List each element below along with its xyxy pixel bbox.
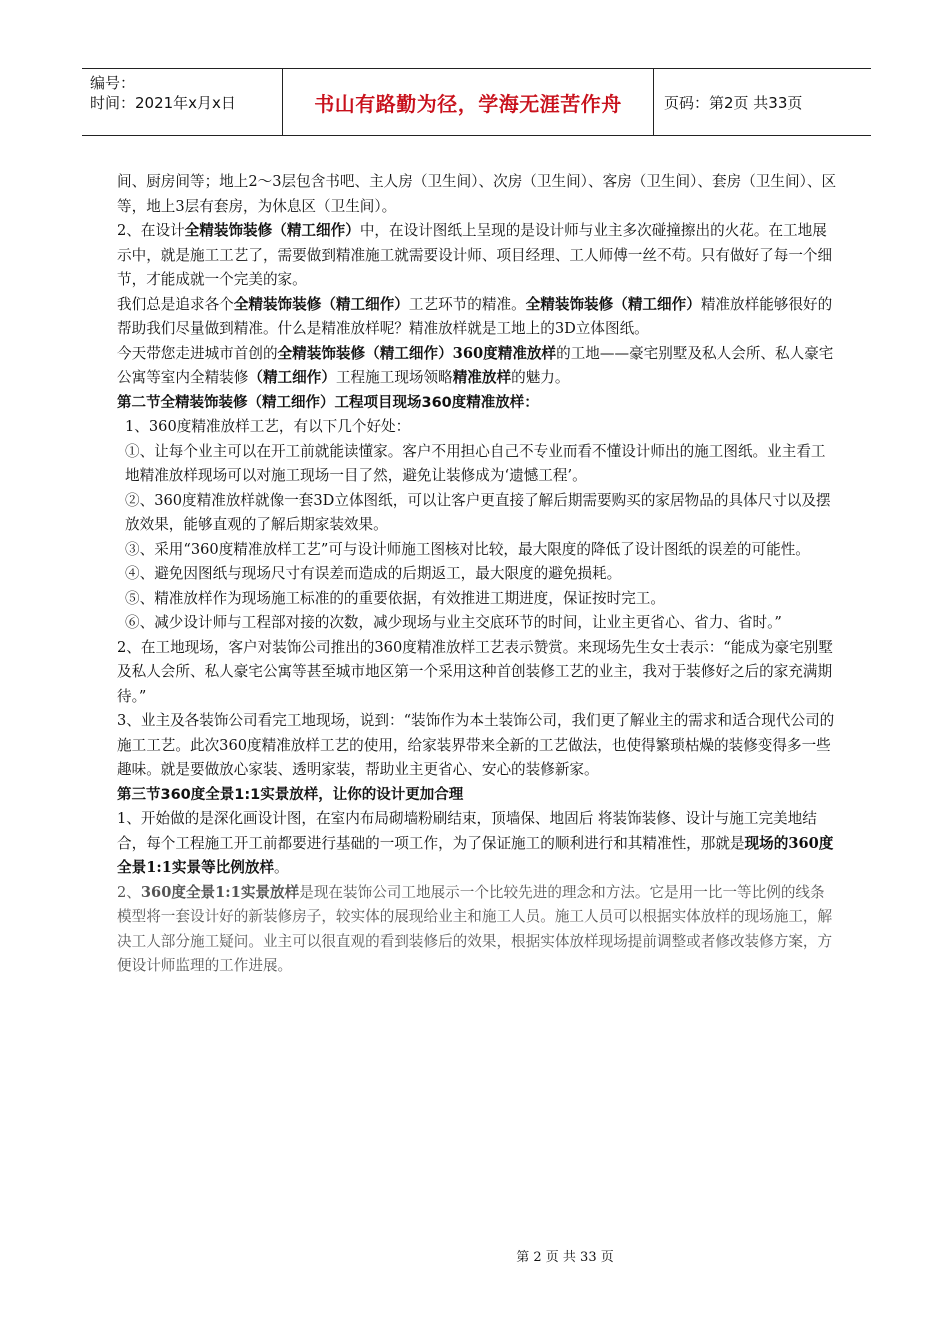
section-heading: 第三节360度全景1:1实景放样，让你的设计更加合理 <box>117 786 464 803</box>
number-label: 编号： <box>90 74 136 92</box>
text-run: 工程施工现场领略 <box>335 369 453 386</box>
text-run: 中，在设计图纸上呈现的是设计师与业主多次碰撞擦出的火花。在工地展示中，就是施工工艺了，需要做到精准施工就需要设计师、项目经理、工人师傅一丝不苟。只有做好了每一个细节，才能成就一个完美的家。 <box>117 222 833 288</box>
text-run: 我们总是追求各个 <box>117 295 234 313</box>
text-run: 是现在装饰公司工地展示一个比较先进的理念和方法。它是用一比一等比例的线条模型将一套设计好的新装修房子，较实体的展现给业主和施工人员。施工人员可以根据实体放样的现场施工，解决工人部分施工疑问。业主可以很直观的看到装修后的效果，根据实体放样现场提前调整或者修改装修方案，方便设计师监理的工作进展。 <box>117 883 833 974</box>
list-item: ⑤、精准放样作为现场施工标准的的重要依据，有效推进工期进度，保证按时完工。 <box>125 589 665 607</box>
paragraph <box>117 807 837 881</box>
bold-term: 全精装饰装修（精工细作） <box>233 295 409 313</box>
bold-term: 全精装饰装修（精工细作） <box>525 295 701 313</box>
section-heading: 第二节全精装饰装修（精工细作）工程项目现场360度精准放样： <box>117 394 539 411</box>
list-item: ⑥、减少设计师与工程部对接的次数，减少现场与业主交底环节的时间，让业主更省心、省力、省时。” <box>125 614 782 631</box>
bold-term: 精准放样 <box>452 369 512 386</box>
text-run: 工艺环节的精准。 <box>408 295 526 313</box>
text-run: 2、 <box>117 883 141 901</box>
motto: 书山有路勤为径，学海无涯苦作舟 <box>283 69 654 135</box>
bold-term: 全精装饰装修（精工细作）360度精准放样 <box>277 344 557 362</box>
text-run: 2、在设计 <box>117 222 185 239</box>
list-item: ③、采用“360度精准放样工艺”可与设计师施工图核对比较，最大限度的降低了设计图纸的误差的可能性。 <box>125 540 810 558</box>
text-run: 的工地——豪宅别墅及私人会所、私人豪宅公寓等室内全精装修 <box>117 344 834 386</box>
list-item: ①、让每个业主可以在开工前就能读懂家。客户不用担心自己不专业而看不懂设计师出的施工图纸。业主看工地精准放样现场可以对施工现场一目了然，避免让装修成为‘遗憾工程’。 <box>125 442 826 484</box>
text-run: 。 <box>274 859 289 876</box>
text-run: 1、开始做的是深化画设计图，在室内布局砌墙粉刷结束，顶墙保、地固后 将装饰装修、设计与施工完美地结合，每个工程施工开工前都要进行基础的一项工作，为了保证施工的顺利进行和其精准性，那就是 <box>117 810 817 852</box>
page-indicator: 页码：第2页 共33页 <box>664 93 803 112</box>
bold-term: （精工细作） <box>248 369 336 386</box>
bold-term: 全精装饰装修（精工细作） <box>184 222 360 239</box>
header-left-cell <box>82 69 283 135</box>
page-footer: 第 2 页 共 33 页 <box>516 1250 614 1265</box>
text-run: 的魅力。 <box>511 369 570 386</box>
list-item: ④、避免因图纸与现场尺寸有误差而造成的后期返工，最大限度的避免损耗。 <box>125 565 622 582</box>
paragraph: 3、业主及各装饰公司看完工地现场，说到：“装饰作为本土装饰公司，我们更了解业主的需求和适合现代公司的施工工艺。此次360度精准放样工艺的使用，给家装界带来全新的工艺做法，也使得繁琐枯燥的装修变得多一些趣味。就是要做放心家装、透明家装，帮助业主更省心、安心的装修新家。 <box>117 712 835 778</box>
document-body <box>117 170 837 979</box>
text-run: 今天带您走进城市首创的 <box>117 344 278 362</box>
bold-term: 360度全景1:1实景放样 <box>140 883 300 901</box>
paragraph <box>117 219 837 293</box>
paragraph <box>117 342 837 391</box>
paragraph: 2、在工地现场，客户对装饰公司推出的360度精准放样工艺表示赞赏。来现场先生女士表示：“能成为豪宅别墅及私人会所、私人豪宅公寓等甚至城市地区第一个采用这种首创装修工艺的业主，我对于装修好之后的家充满期待。” <box>117 638 833 705</box>
paragraph <box>117 881 837 979</box>
date-label: 时间：2021年x月x日 <box>90 94 236 112</box>
text-run: 精准放样能够很好的帮助我们尽量做到精准。什么是精准放样呢？精准放样就是工地上的3D立体图纸。 <box>117 295 833 337</box>
paragraph: 间、厨房间等；地上2～3层包含书吧、主人房（卫生间）、次房（卫生间）、客房（卫生间）、套房（卫生间）、区等，地上3层有套房，为休息区（卫生间）。 <box>117 173 837 215</box>
paragraph <box>117 293 837 342</box>
bold-term: 现场的360度全景1:1实景等比例放样 <box>117 834 834 876</box>
list-item: ②、360度精准放样就像一套3D立体图纸，可以让客户更直接了解后期需要购买的家居物品的具体尺寸以及摆放效果，能够直观的了解后期家装效果。 <box>125 491 831 533</box>
list-item: 1、360度精准放样工艺，有以下几个好处： <box>125 418 411 435</box>
page-header <box>82 68 871 136</box>
